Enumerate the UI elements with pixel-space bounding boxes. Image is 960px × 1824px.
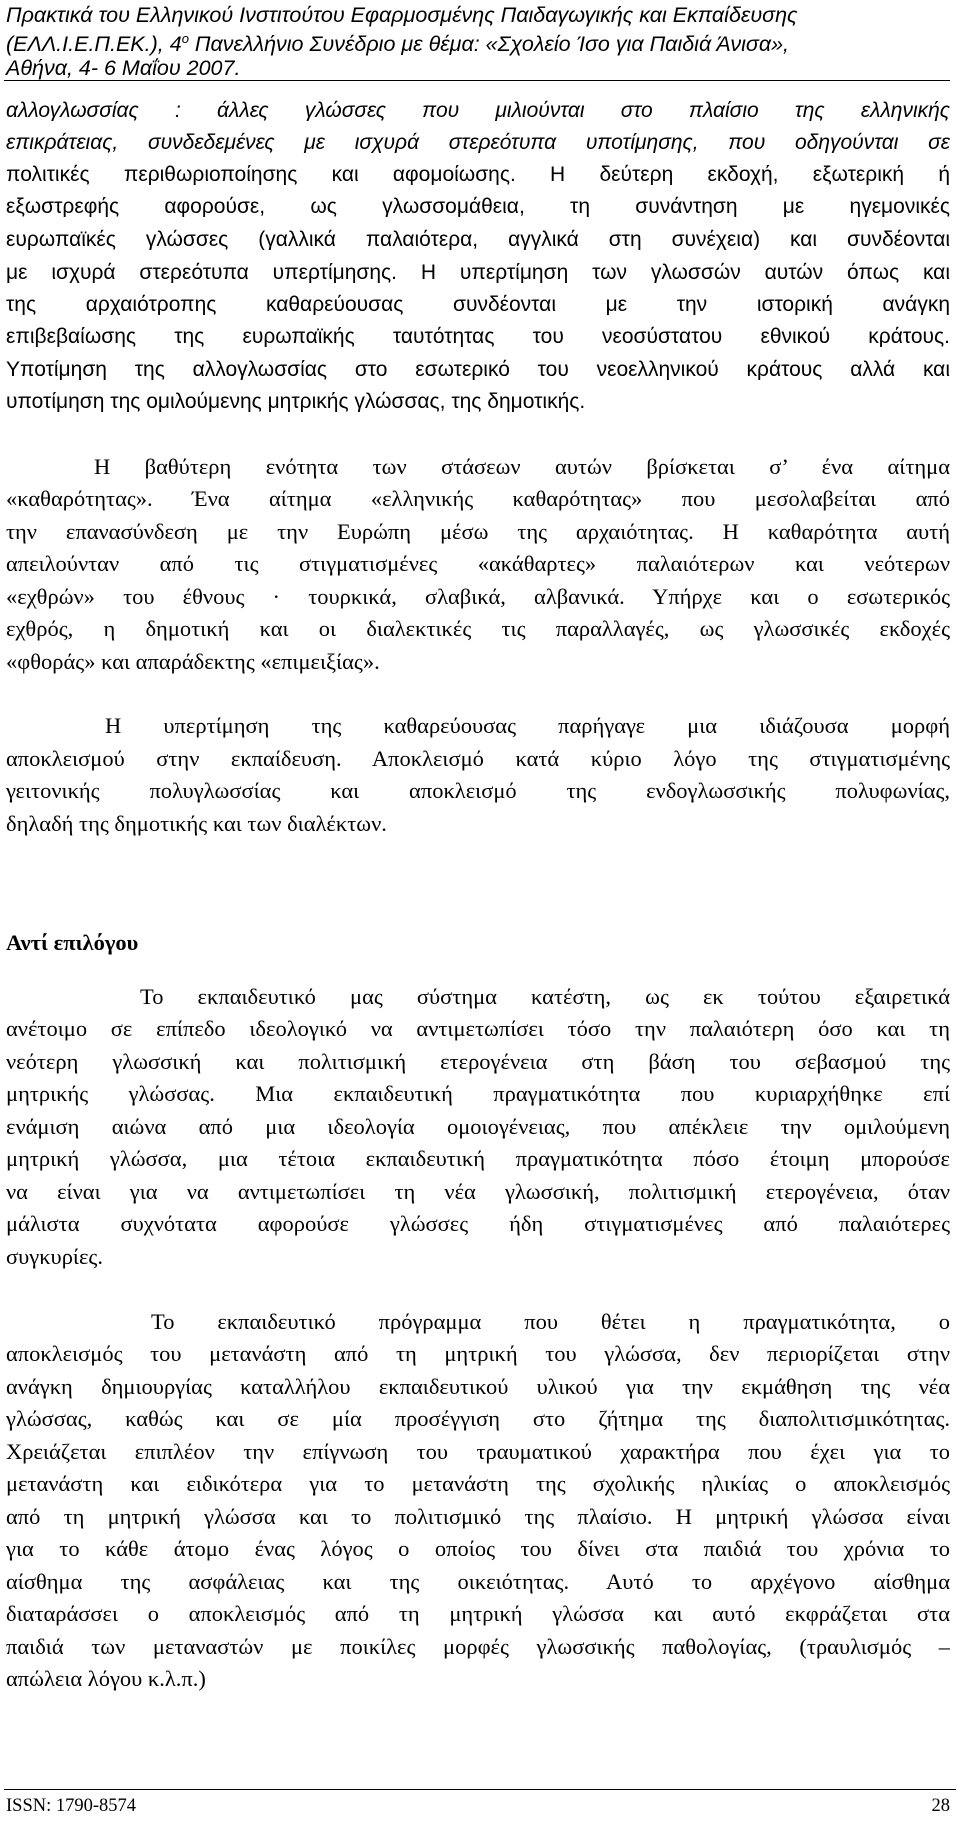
paragraph-line: απειλούνταν από τις στιγματισμένες «ακάθαρτες» παλαιότερων και νεότερων (6, 553, 950, 576)
paragraph-line: συγκυρίες. (6, 1246, 103, 1269)
paragraph-first-line: Η βαθύτερη ενότητα των στάσεων αυτών βρίσκεται σ’ ένα αίτημα (94, 456, 950, 479)
paragraph-line: νεότερη γλωσσική και πολιτισμική ετερογένεια στη βάση του σεβασμού της (6, 1051, 950, 1074)
paragraph-line: ενάμιση αιώνα από μια ιδεολογία ομοιογένειας, που απέκλειε την ομιλούμενη (6, 1116, 950, 1139)
issn-label: ISSN: 1790-8574 (6, 1796, 137, 1816)
paragraph-line: μάλιστα συχνότατα αφορούσε γλώσσες ήδη στιγματισμένες από παλαιότερες (6, 1213, 950, 1236)
header-rule (4, 80, 950, 81)
paragraph-line: Χρειάζεται επιπλέον την επίγνωση του τραυματικού χαρακτήρα που έχει για το (6, 1441, 950, 1464)
paragraph-line: την επανασύνδεση με την Ευρώπη μέσω της αρχαιότητας. Η καθαρότητα αυτή (6, 521, 950, 544)
paragraph-line: γλώσσας, καθώς και σε μία προσέγγιση στο ζήτημα της διαπολιτισμικότητας. (6, 1408, 950, 1431)
paragraph-line: επικράτειας, συνδεδεμένες με ισχυρά στερεότυπα υποτίμησης, που οδηγούνται σε (6, 132, 950, 153)
paragraph-first-line: Το εκπαιδευτικό μας σύστημα κατέστη, ως εκ τούτου εξαιρετικά (140, 986, 950, 1009)
running-header-line-2-start: (ΕΛΛ.Ι.Ε.Π.ΕΚ.), 4 (6, 32, 182, 57)
running-header-line-2-end: Πανελλήνιο Συνέδριο με θέμα: «Σχολείο Ίσο για Παιδιά Άνισα», (188, 32, 790, 57)
paragraph-line: αλλογλωσσίας : άλλες γλώσσες που μιλιούνται στο πλαίσιο της ελληνικής (6, 100, 950, 121)
paragraph-line: «φθοράς» και απαράδεκτης «επιμειξίας». (6, 651, 380, 674)
running-header-superscript: ο (181, 31, 189, 46)
page-number: 28 (931, 1796, 950, 1816)
paragraph-line: δηλαδή της δημοτικής και των διαλέκτων. (6, 813, 387, 836)
paragraph-first-line: Το εκπαιδευτικό πρόγραμμα που θέτει η πραγματικότητα, ο (151, 1311, 950, 1334)
footer-rule (4, 1789, 956, 1790)
paragraph-line: ανέτοιμο σε επίπεδο ιδεολογικό να αντιμετωπίσει τόσο την παλαιότερη όσο και τη (6, 1018, 950, 1041)
paragraph-line: αποκλεισμού στην εκπαίδευση. Αποκλεισμό κατά κύριο λόγο της στιγματισμένης (6, 748, 950, 771)
paragraph-line: «εχθρών» του έθνους · τουρκικά, σλαβικά, αλβανικά. Υπήρχε και ο εσωτερικός (6, 586, 950, 609)
paragraph-line: μητρική γλώσσα, μια τέτοια εκπαιδευτική πραγματικότητα πόσο έτοιμη μπορούσε (6, 1148, 950, 1171)
paragraph-line: επιβεβαίωσης της ευρωπαϊκής ταυτότητας του νεοσύστατου εθνικού κράτους. (6, 326, 950, 347)
paragraph-line: πολιτικές περιθωριοποίησης και αφομοίωσης. Η δεύτερη εκδοχή, εξωτερική ή (6, 164, 950, 185)
paragraph-line: να είναι για να αντιμετωπίσει τη νέα γλωσσική, πολιτισμική ετερογένεια, όταν (6, 1181, 950, 1204)
paragraph-line: υποτίμηση της ομιλούμενης μητρικής γλώσσας, της δημοτικής. (6, 391, 586, 412)
paragraph-line: εξωστρεφής αφορούσε, ως γλωσσομάθεια, τη συνάντηση με ηγεμονικές (6, 196, 950, 217)
paragraph-line: μετανάστη και ειδικότερα για το μετανάστη της σχολικής ηλικίας ο αποκλεισμός (6, 1473, 950, 1496)
paragraph-line: εχθρός, η δημοτική και οι διαλεκτικές τις παραλλαγές, ως γλωσσικές εκδοχές (6, 618, 950, 641)
paragraph-line: ανάγκη δημιουργίας καταλλήλου εκπαιδευτικού υλικού για την εκμάθηση της νέα (6, 1376, 950, 1399)
paragraph-line: από τη μητρική γλώσσα και το πολιτισμικό της πλαίσιο. Η μητρική γλώσσα είναι (6, 1506, 950, 1529)
paragraph-line: απώλεια λόγου κ.λ.π.) (6, 1668, 206, 1691)
paragraph-line: για το κάθε άτομο ένας λόγος ο οποίος του δίνει στα παιδιά του χρόνια το (6, 1538, 950, 1561)
running-header-line-2 (6, 32, 946, 56)
paragraph-line: «καθαρότητας». Ένα αίτημα «ελληνικής καθαρότητας» που μεσολαβείται από (6, 488, 950, 511)
running-header-line-1: Πρακτικά του Ελληνικού Ινστιτούτου Εφαρμοσμένης Παιδαγωγικής και Εκπαίδευσης (6, 3, 798, 27)
section-heading: Αντί επιλόγου (6, 930, 139, 955)
paragraph-line: με ισχυρά στερεότυπα υπερτίμησης. Η υπερτίμηση των γλωσσών αυτών όπως και (6, 262, 950, 283)
paragraph-line: της αρχαιότροπης καθαρεύουσας συνδέονται με την ιστορική ανάγκη (6, 294, 950, 315)
paragraph-line: παιδιά των μεταναστών με ποικίλες μορφές γλωσσικής παθολογίας, (τραυλισμός – (6, 1636, 950, 1659)
paragraph-line: ευρωπαϊκές γλώσσες (γαλλικά παλαιότερα, αγγλικά στη συνέχεια) και συνδέονται (6, 229, 950, 250)
paragraph-line: γειτονικής πολυγλωσσίας και αποκλεισμό της ενδογλωσσικής πολυφωνίας, (6, 780, 950, 803)
paragraph-line: αποκλεισμός του μετανάστη από τη μητρική του γλώσσα, δεν περιορίζεται στην (6, 1343, 950, 1366)
paragraph-line: Υποτίμηση της αλλογλωσσίας στο εσωτερικό του νεοελληνικού κράτους αλλά και (6, 359, 950, 380)
paragraph-line: αίσθημα της ασφάλειας και της οικειότητας. Αυτό το αρχέγονο αίσθημα (6, 1571, 950, 1594)
paragraph-line: διαταράσσει ο αποκλεισμός από τη μητρική γλώσσα και αυτό εκφράζεται στα (6, 1603, 950, 1626)
running-header-line-3: Αθήνα, 4- 6 Μαΐου 2007. (6, 56, 241, 80)
paragraph-line: μητρικής γλώσσας. Μια εκπαιδευτική πραγματικότητα που κυριαρχήθηκε επί (6, 1083, 950, 1106)
paragraph-first-line: Η υπερτίμηση της καθαρεύουσας παρήγαγε μια ιδιάζουσα μορφή (105, 715, 950, 738)
